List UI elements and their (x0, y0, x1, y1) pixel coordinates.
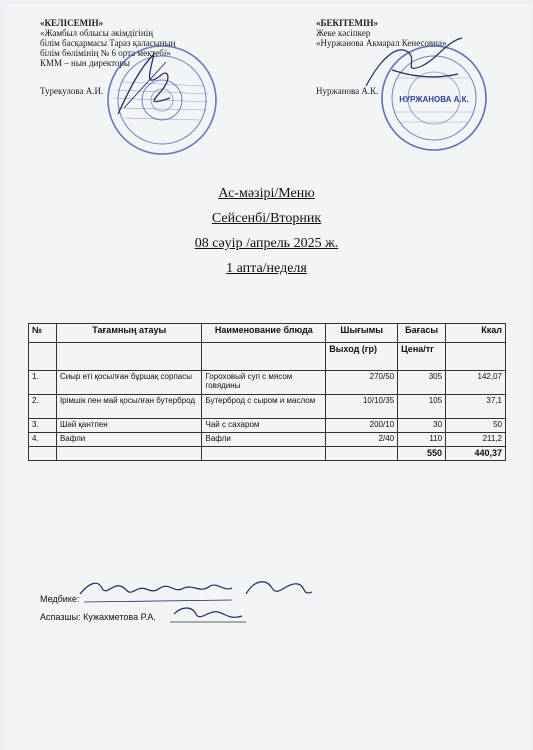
row-num: 4. (29, 433, 57, 447)
header-price: Бағасы (398, 324, 446, 343)
header-name-ru: Наименование блюда (202, 324, 326, 343)
approval-right-line: «Нуржанова Акмарал Кенесовна» (316, 38, 447, 48)
row-kcal: 142,07 (446, 371, 506, 395)
table-row (29, 419, 506, 433)
header-num: № (29, 324, 57, 343)
row-num: 2. (29, 395, 57, 419)
approval-right-heading: «БЕКІТЕМІН» (316, 18, 378, 28)
nurse-signature (76, 574, 316, 608)
table-row (29, 433, 506, 447)
approval-left-line: КММ – нын директоры (40, 58, 130, 68)
row-name-ru: Гороховый суп с мясом говядины (202, 371, 326, 395)
total-price: 550 (398, 447, 446, 461)
row-yield: 2/40 (326, 433, 398, 447)
row-yield: 10/10/35 (326, 395, 398, 419)
header-kcal: Ккал (446, 324, 506, 343)
approval-right-signer: Нуржанова А.К. (316, 86, 379, 96)
row-name-kz: Шәй қантпен (56, 419, 202, 433)
menu-date: 08 сәуір /апрель 2025 ж. (194, 236, 339, 251)
table-header-row (29, 324, 506, 343)
table-row (29, 395, 506, 419)
approval-left-line: білім бөлімінің № 6 орта мектебі» (40, 48, 171, 58)
table-subheader-row (29, 343, 506, 371)
cook-signature (168, 604, 248, 626)
menu-title-block (0, 186, 533, 286)
menu-day: Сейсенбі/Вторник (211, 211, 322, 226)
menu-title: Ас-мәзірі/Меню (218, 186, 315, 201)
row-name-ru: Чай с сахаром (202, 419, 326, 433)
cook-label: Аспазшы: Кужахметова Р.А. (40, 612, 156, 622)
row-num: 3. (29, 419, 57, 433)
row-name-ru: Вафли (202, 433, 326, 447)
table-row (29, 371, 506, 395)
row-name-ru: Бутерброд с сыром и маслом (202, 395, 326, 419)
row-price: 110 (398, 433, 446, 447)
row-yield: 270/50 (326, 371, 398, 395)
table-total-row (29, 447, 506, 461)
approval-left-heading: «КЕЛІСЕМІН» (40, 18, 104, 28)
row-kcal: 37,1 (446, 395, 506, 419)
row-name-kz: Вафли (56, 433, 202, 447)
subheader-price: Цена/тг (398, 343, 446, 371)
approval-right-line: Жеке кәсіпкер (316, 28, 371, 38)
row-kcal: 50 (446, 419, 506, 433)
header-name-kz: Тағамның атауы (56, 324, 202, 343)
approval-left-line: «Жамбыл облысы әкімдігінің (40, 28, 154, 38)
row-price: 105 (398, 395, 446, 419)
approval-left-line: білім басқармасы Тараз қаласының (40, 38, 176, 48)
menu-week: 1 апта/неделя (226, 261, 307, 276)
total-kcal: 440,37 (446, 447, 506, 461)
nurse-label: Медбике: (40, 594, 80, 604)
subheader-yield: Выход (гр) (326, 343, 398, 371)
row-price: 30 (398, 419, 446, 433)
row-kcal: 211,2 (446, 433, 506, 447)
stamp-text: НУРЖАНОВА А.К. (399, 95, 469, 104)
row-yield: 200/10 (326, 419, 398, 433)
row-num: 1. (29, 371, 57, 395)
row-name-kz: Ірімшік пен май қосылған бутерброд (56, 395, 202, 419)
approval-left-signer: Турекулова А.И. (40, 86, 104, 96)
entrepreneur-signature (362, 30, 472, 100)
row-name-kz: Сиыр еті қосылған бұршақ сорпасы (56, 371, 202, 395)
header-yield: Шығымы (326, 324, 398, 343)
menu-table (28, 323, 506, 461)
row-price: 305 (398, 371, 446, 395)
director-signature (110, 48, 180, 120)
